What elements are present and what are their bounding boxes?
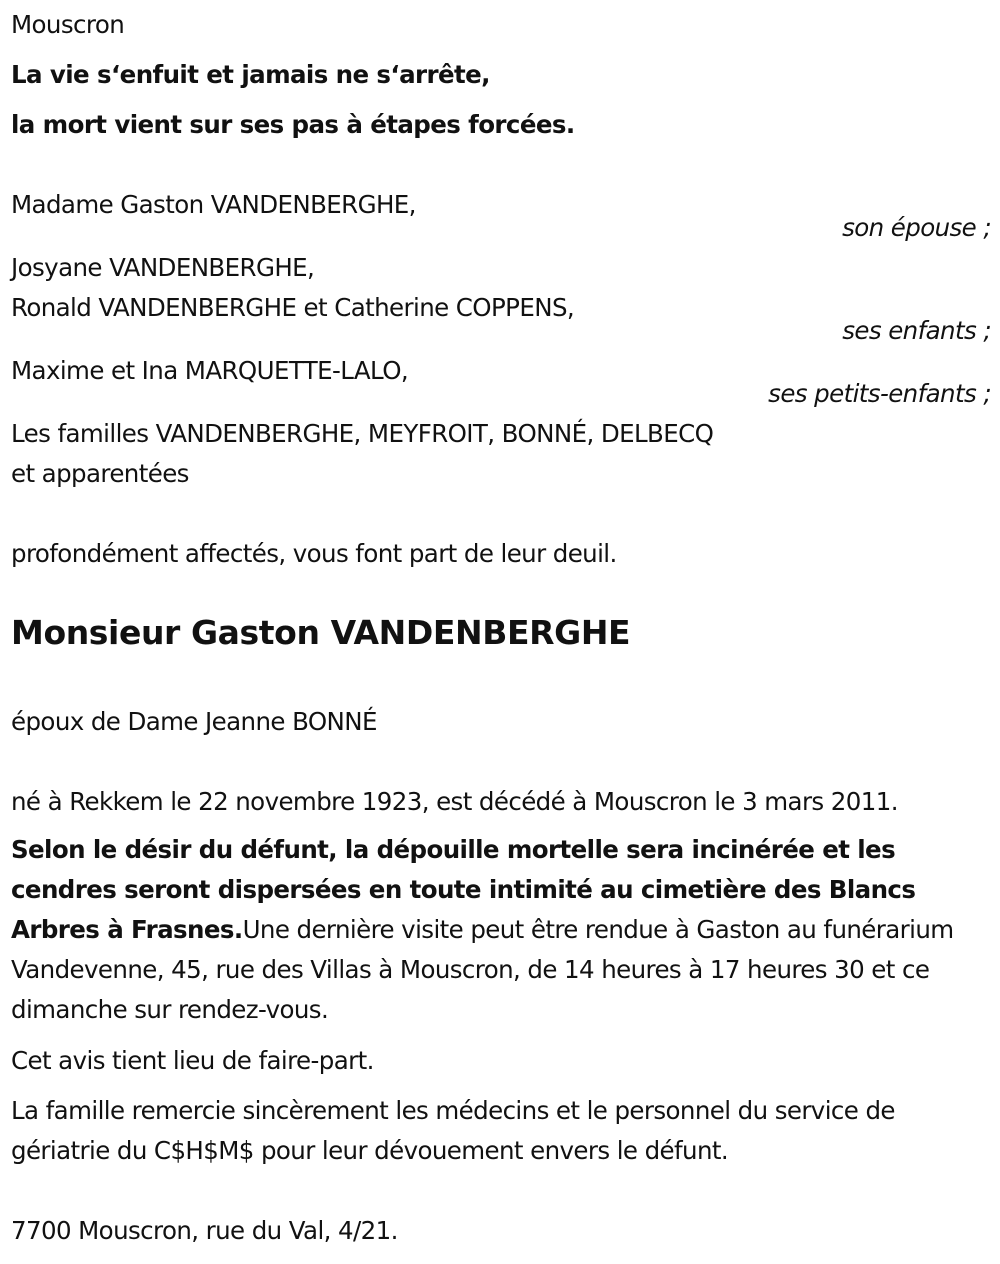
quote-line-1: La vie s‘enfuit et jamais ne s‘arrête,: [11, 60, 490, 89]
quote-line-2: la mort vient sur ses pas à étapes forcées.: [11, 110, 575, 139]
families-line-2: et apparentées: [11, 459, 189, 488]
spouse-relation: son épouse ;: [842, 213, 991, 242]
funeral-arrangements-bold: Selon le désir du défunt, la dépouille mortelle sera incinérée et les cendres seront dispersées en toute intimité au cimetière des Blancs Arbres à Frasnes.: [11, 835, 916, 944]
thanks-paragraph: La famille remercie sincèrement les médecins et le personnel du service de gériatrie du C$H$M$ pour leur dévouement envers le défunt.: [11, 1096, 895, 1165]
deceased-name: Monsieur Gaston VANDENBERGHE: [11, 613, 631, 652]
birth-death-line: né à Rekkem le 22 novembre 1923, est décédé à Mouscron le 3 mars 2011.: [11, 787, 898, 816]
visit-info: Une dernière visite peut être rendue à Gaston au funérarium Vandevenne, 45, rue des Villas à Mouscron, de 14 heures à 17 heures 30 et ce dimanche sur rendez-vous.: [11, 915, 954, 1024]
spouse-of-line: époux de Dame Jeanne BONNÉ: [11, 707, 377, 736]
grandchildren-relation: ses petits-enfants ;: [768, 379, 991, 408]
city-heading: Mouscron: [11, 10, 125, 39]
child-name-1: Josyane VANDENBERGHE,: [11, 253, 315, 282]
address-line: 7700 Mouscron, rue du Val, 4/21.: [11, 1216, 398, 1245]
faire-part-line: Cet avis tient lieu de faire-part.: [11, 1046, 374, 1075]
children-relation: ses enfants ;: [842, 316, 991, 345]
announcement: profondément affectés, vous font part de leur deuil.: [11, 539, 617, 568]
grandchildren-name: Maxime et Ina MARQUETTE-LALO,: [11, 356, 409, 385]
spouse-name: Madame Gaston VANDENBERGHE,: [11, 190, 416, 219]
funeral-paragraph: [11, 830, 996, 1030]
child-name-2: Ronald VANDENBERGHE et Catherine COPPENS,: [11, 293, 575, 322]
families-line-1: Les familles VANDENBERGHE, MEYFROIT, BONNÉ, DELBECQ: [11, 419, 714, 448]
